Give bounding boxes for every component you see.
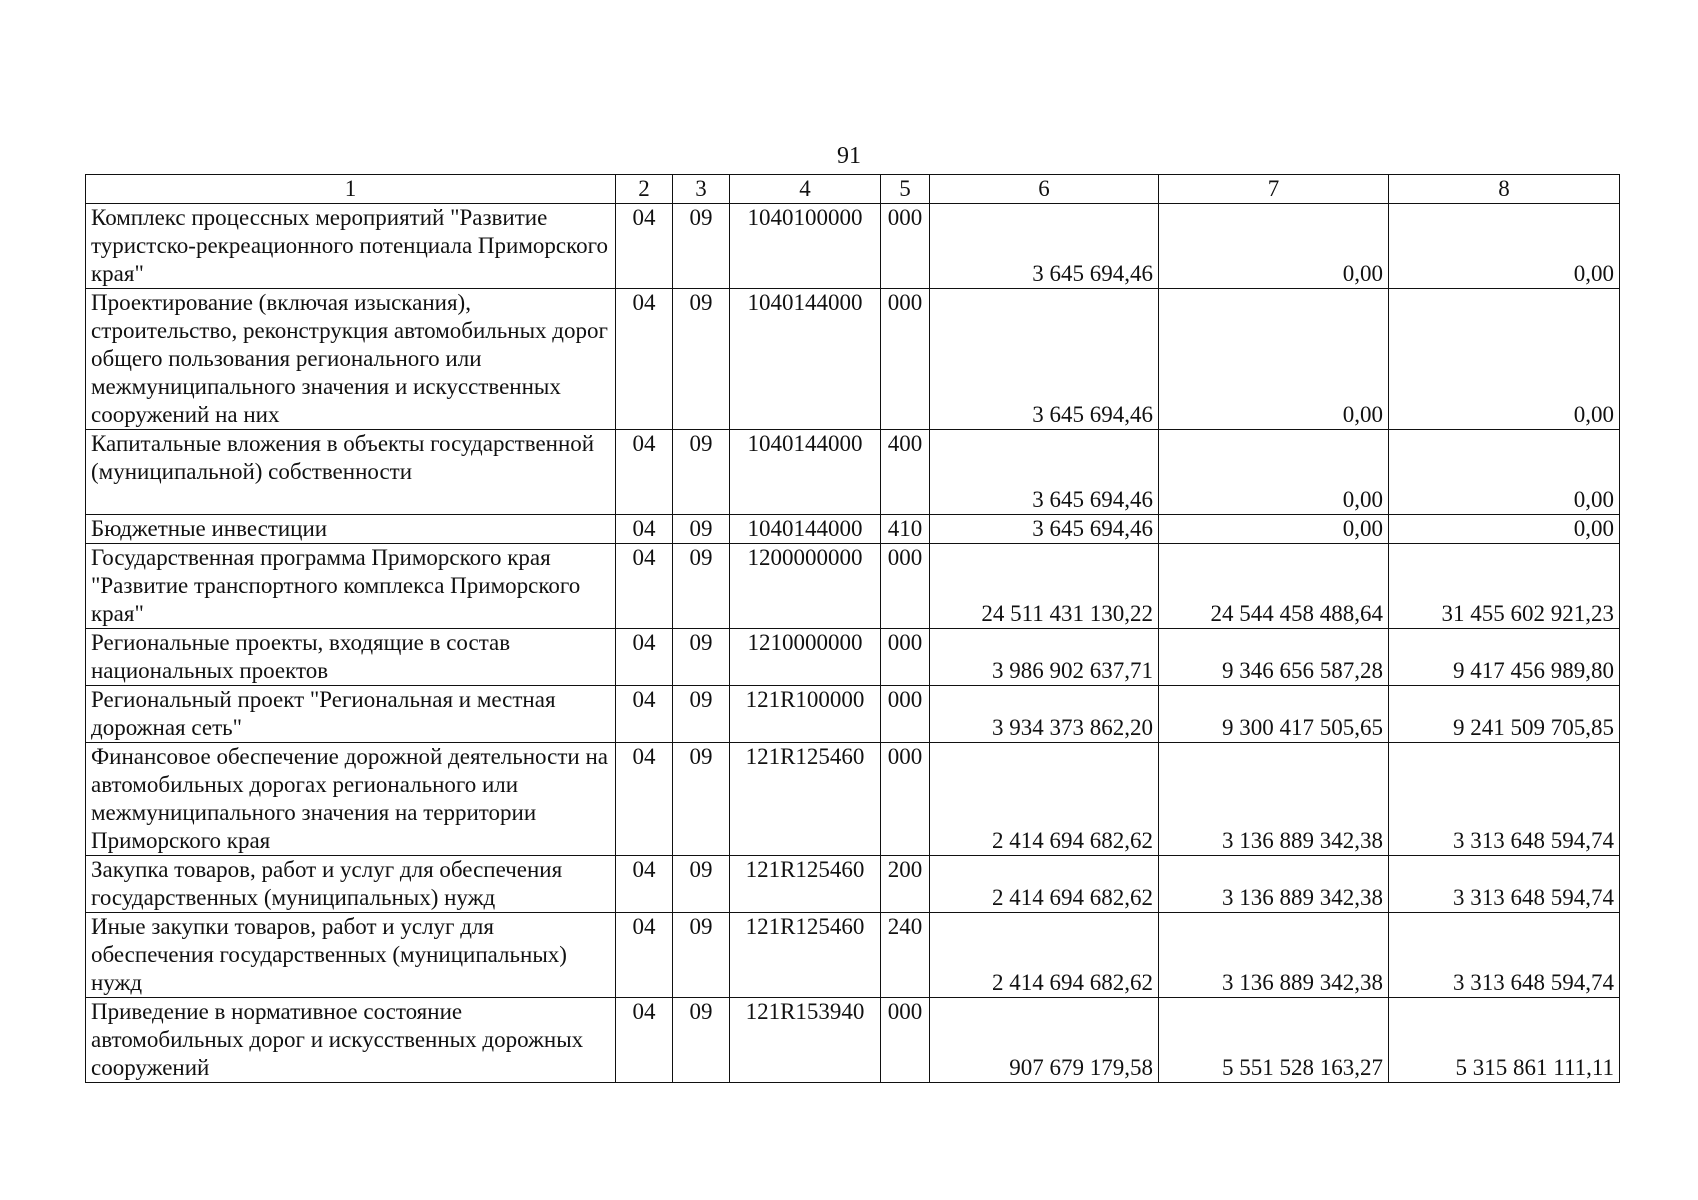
amount-col-7: 3 136 889 342,38 (1159, 743, 1389, 856)
target-article-code: 1040100000 (730, 204, 881, 289)
subsection-code: 09 (673, 856, 730, 913)
item-name: Региональные проекты, входящие в состав национальных проектов (86, 629, 616, 686)
target-article-code: 121R125460 (730, 856, 881, 913)
subsection-code: 09 (673, 515, 730, 544)
table-row (86, 998, 1620, 1083)
subsection-code: 09 (673, 289, 730, 430)
amount-col-7: 9 346 656 587,28 (1159, 629, 1389, 686)
subsection-code: 09 (673, 998, 730, 1083)
amount-col-7: 0,00 (1159, 289, 1389, 430)
header-cell: 5 (881, 175, 930, 204)
amount-col-8: 9 417 456 989,80 (1389, 629, 1620, 686)
expense-type-code: 000 (881, 998, 930, 1083)
amount-col-8: 9 241 509 705,85 (1389, 686, 1620, 743)
table-row (86, 515, 1620, 544)
expense-type-code: 000 (881, 629, 930, 686)
target-article-code: 121R100000 (730, 686, 881, 743)
expense-type-code: 000 (881, 289, 930, 430)
expense-type-code: 400 (881, 430, 930, 515)
amount-col-6: 3 645 694,46 (930, 204, 1159, 289)
amount-col-6: 3 645 694,46 (930, 289, 1159, 430)
table-row (86, 289, 1620, 430)
target-article-code: 121R125460 (730, 743, 881, 856)
amount-col-7: 3 136 889 342,38 (1159, 913, 1389, 998)
section-code: 04 (616, 430, 673, 515)
header-cell: 6 (930, 175, 1159, 204)
amount-col-8: 0,00 (1389, 289, 1620, 430)
amount-col-7: 5 551 528 163,27 (1159, 998, 1389, 1083)
table-body (86, 204, 1620, 1083)
target-article-code: 121R125460 (730, 913, 881, 998)
section-code: 04 (616, 544, 673, 629)
amount-col-7: 24 544 458 488,64 (1159, 544, 1389, 629)
header-cell: 1 (86, 175, 616, 204)
amount-col-8: 3 313 648 594,74 (1389, 856, 1620, 913)
expense-type-code: 410 (881, 515, 930, 544)
item-name: Капитальные вложения в объекты государственной (муниципальной) собственности (86, 430, 616, 515)
expense-type-code: 000 (881, 686, 930, 743)
target-article-code: 1040144000 (730, 289, 881, 430)
subsection-code: 09 (673, 430, 730, 515)
amount-col-8: 5 315 861 111,11 (1389, 998, 1620, 1083)
expense-type-code: 240 (881, 913, 930, 998)
table-row (86, 430, 1620, 515)
item-name: Комплекс процессных мероприятий "Развитие туристско-рекреационного потенциала Приморского края" (86, 204, 616, 289)
item-name: Финансовое обеспечение дорожной деятельности на автомобильных дорогах регионального или межмуниципального значения на территории Приморского края (86, 743, 616, 856)
amount-col-7: 9 300 417 505,65 (1159, 686, 1389, 743)
table-row (86, 743, 1620, 856)
expense-type-code: 200 (881, 856, 930, 913)
target-article-code: 1200000000 (730, 544, 881, 629)
amount-col-8: 31 455 602 921,23 (1389, 544, 1620, 629)
amount-col-8: 3 313 648 594,74 (1389, 913, 1620, 998)
header-cell: 7 (1159, 175, 1389, 204)
target-article-code: 1040144000 (730, 515, 881, 544)
section-code: 04 (616, 289, 673, 430)
amount-col-6: 2 414 694 682,62 (930, 743, 1159, 856)
section-code: 04 (616, 998, 673, 1083)
table-row (86, 544, 1620, 629)
section-code: 04 (616, 743, 673, 856)
subsection-code: 09 (673, 743, 730, 856)
header-cell: 4 (730, 175, 881, 204)
amount-col-6: 3 645 694,46 (930, 430, 1159, 515)
section-code: 04 (616, 913, 673, 998)
item-name: Бюджетные инвестиции (86, 515, 616, 544)
header-cell: 2 (616, 175, 673, 204)
amount-col-7: 0,00 (1159, 515, 1389, 544)
table-row (86, 204, 1620, 289)
item-name: Закупка товаров, работ и услуг для обеспечения государственных (муниципальных) нужд (86, 856, 616, 913)
section-code: 04 (616, 629, 673, 686)
amount-col-8: 0,00 (1389, 204, 1620, 289)
table-row (86, 629, 1620, 686)
expense-type-code: 000 (881, 204, 930, 289)
subsection-code: 09 (673, 629, 730, 686)
subsection-code: 09 (673, 204, 730, 289)
target-article-code: 1210000000 (730, 629, 881, 686)
table-row (86, 686, 1620, 743)
section-code: 04 (616, 686, 673, 743)
header-cell: 3 (673, 175, 730, 204)
amount-col-7: 3 136 889 342,38 (1159, 856, 1389, 913)
item-name: Приведение в нормативное состояние автомобильных дорог и искусственных дорожных сооружений (86, 998, 616, 1083)
amount-col-6: 2 414 694 682,62 (930, 856, 1159, 913)
table-row (86, 856, 1620, 913)
item-name: Иные закупки товаров, работ и услуг для обеспечения государственных (муниципальных) нужд (86, 913, 616, 998)
subsection-code: 09 (673, 544, 730, 629)
table-row (86, 913, 1620, 998)
item-name: Региональный проект "Региональная и местная дорожная сеть" (86, 686, 616, 743)
section-code: 04 (616, 856, 673, 913)
section-code: 04 (616, 204, 673, 289)
page-number: 91 (837, 143, 861, 169)
section-code: 04 (616, 515, 673, 544)
header-cell: 8 (1389, 175, 1620, 204)
subsection-code: 09 (673, 686, 730, 743)
item-name: Проектирование (включая изыскания), строительство, реконструкция автомобильных дорог общего пользования регионального или межмуниципального значения и искусственных сооружений на них (86, 289, 616, 430)
amount-col-8: 0,00 (1389, 430, 1620, 515)
amount-col-7: 0,00 (1159, 204, 1389, 289)
target-article-code: 1040144000 (730, 430, 881, 515)
header-row (86, 175, 1620, 204)
expense-type-code: 000 (881, 544, 930, 629)
amount-col-8: 3 313 648 594,74 (1389, 743, 1620, 856)
amount-col-6: 24 511 431 130,22 (930, 544, 1159, 629)
amount-col-7: 0,00 (1159, 430, 1389, 515)
target-article-code: 121R153940 (730, 998, 881, 1083)
subsection-code: 09 (673, 913, 730, 998)
amount-col-6: 3 986 902 637,71 (930, 629, 1159, 686)
amount-col-6: 3 934 373 862,20 (930, 686, 1159, 743)
amount-col-6: 3 645 694,46 (930, 515, 1159, 544)
expense-type-code: 000 (881, 743, 930, 856)
amount-col-8: 0,00 (1389, 515, 1620, 544)
amount-col-6: 2 414 694 682,62 (930, 913, 1159, 998)
amount-col-6: 907 679 179,58 (930, 998, 1159, 1083)
budget-table (85, 174, 1620, 1083)
item-name: Государственная программа Приморского края "Развитие транспортного комплекса Приморского края" (86, 544, 616, 629)
